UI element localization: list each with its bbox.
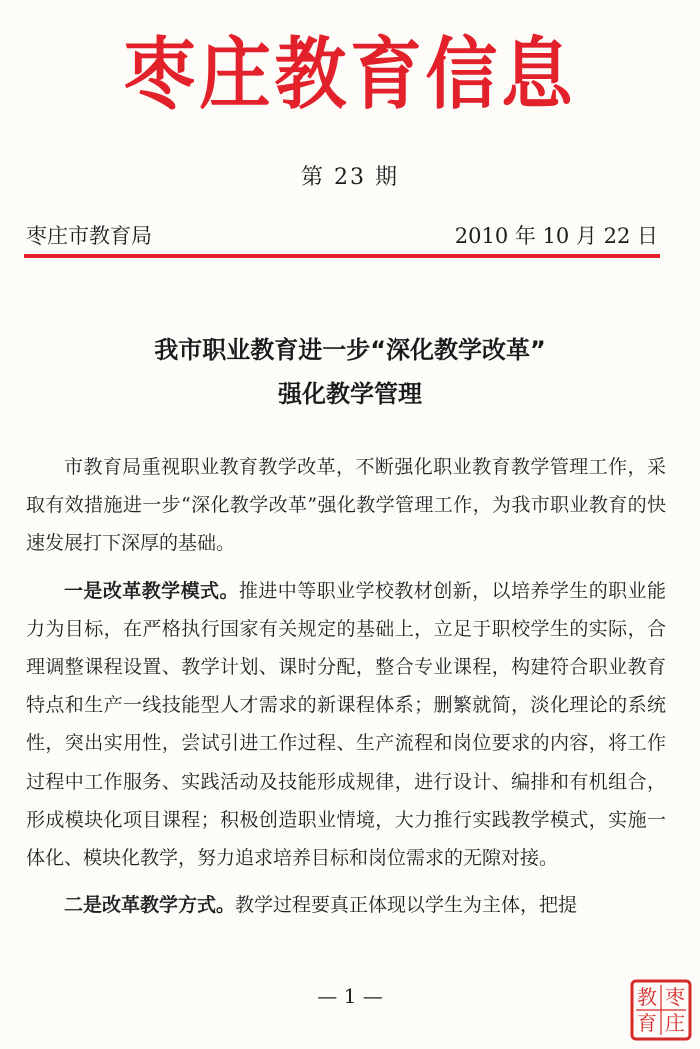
headline-line-1: 我市职业教育进一步“深化教学改革” — [154, 336, 546, 364]
paragraph — [26, 572, 666, 878]
publisher: 枣庄市教育局 — [26, 224, 152, 248]
red-square-seal-icon — [630, 979, 692, 1041]
paragraph-lead: 二是改革教学方式。 — [64, 894, 236, 917]
issue-number: 第 23 期 — [301, 165, 399, 190]
svg-text:枣: 枣 — [665, 985, 685, 1009]
paragraph-text: 教学过程要真正体现以学生为主体，把提 — [235, 894, 578, 917]
paragraph-lead: 一是改革教学模式。 — [64, 579, 239, 602]
paragraph — [26, 886, 666, 924]
svg-text:教: 教 — [637, 985, 657, 1009]
page-number: — 1 — — [317, 984, 383, 1008]
article-headline — [0, 328, 700, 416]
masthead-title: 枣庄教育信息 — [123, 29, 577, 120]
publication-meta — [26, 220, 658, 250]
publication-date: 2010 年 10 月 22 日 — [454, 224, 658, 248]
paragraph-text: 市教育局重视职业教育教学改革，不断强化职业教育教学管理工作，采取有效措施进一步“深化教学改革”强化教学管理工作，为我市职业教育的快速发展打下深厚的基础。 — [26, 456, 666, 555]
svg-text:庄: 庄 — [665, 1011, 685, 1035]
paragraph — [26, 448, 666, 563]
red-divider-rule — [24, 254, 660, 258]
headline-line-2: 强化教学管理 — [278, 380, 422, 408]
article-body — [26, 448, 666, 933]
masthead — [0, 29, 700, 120]
paragraph-text: 推进中等职业学校教材创新，以培养学生的职业能力为目标，在严格执行国家有关规定的基础上，立足于职校学生的实际，合理调整课程设置、教学计划、课时分配，整合专业课程，构建符合职业教育特点和生产一线技能型人才需求的新课程体系；删繁就简，淡化理论的系统性，突出实用性，尝试引进工作过程、生产流程和岗位要求的内容，将工作过程中工作服务、实践活动及技能形成规律，进行设计、编排和有机组合，形成模块化项目课程；积极创造职业情境，大力推行实践教学模式，实施一体化、模块化教学，努力追求培养目标和岗位需求的无隙对接。 — [26, 579, 666, 870]
svg-text:育: 育 — [637, 1011, 657, 1035]
